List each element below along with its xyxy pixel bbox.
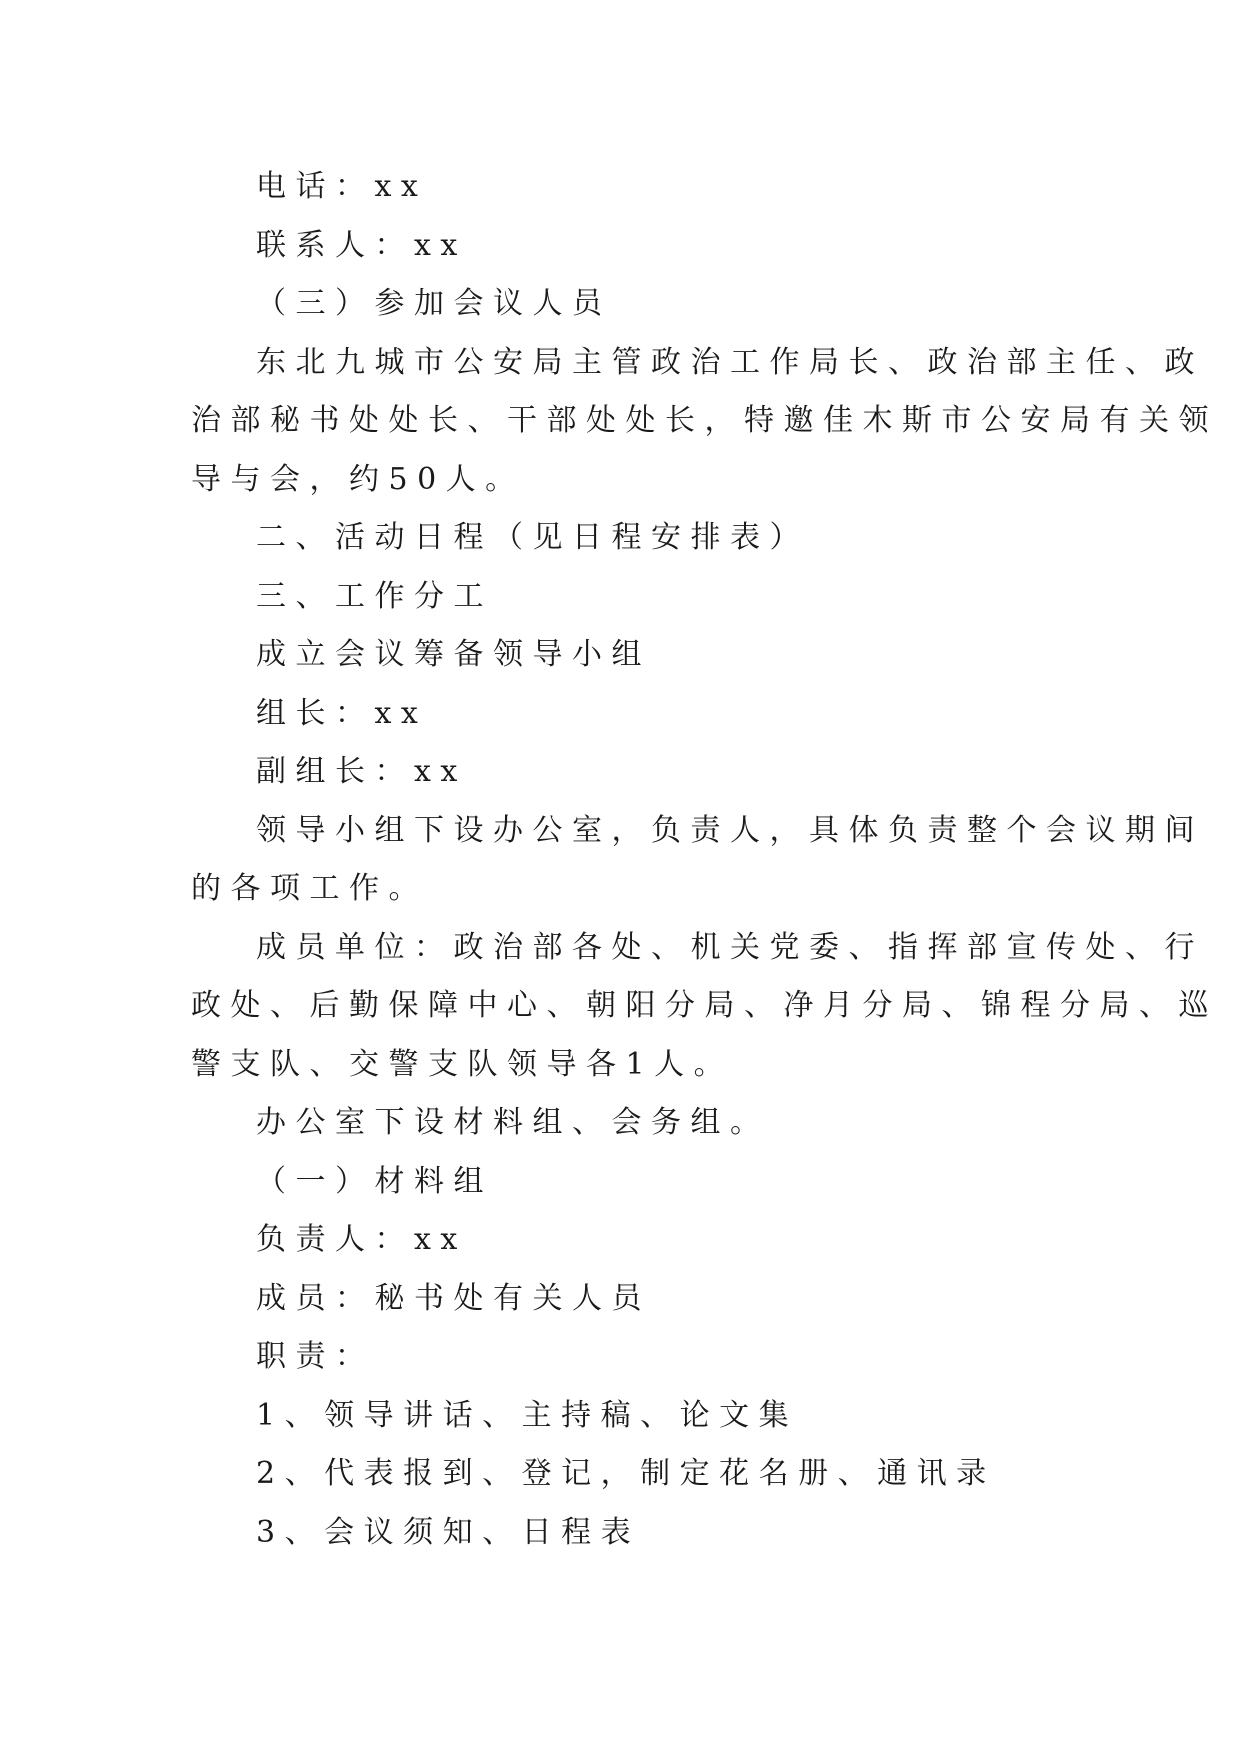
deputy-leader-line: 副组长：xx — [256, 754, 467, 789]
group-leader-line: 组长：xx — [256, 696, 428, 731]
contact-line: 联系人：xx — [256, 228, 467, 263]
office-paragraph-line-1: 领导小组下设办公室，负责人，具体负责整个会议期间 — [256, 813, 1204, 848]
section-division-heading: 三、工作分工 — [256, 579, 493, 614]
office-paragraph-line-2: 的各项工作。 — [191, 871, 428, 906]
section-attendees-heading: （三）参加会议人员 — [256, 286, 612, 321]
materials-members-line: 成员：秘书处有关人员 — [256, 1281, 651, 1316]
member-units-line-2: 政处、后勤保障中心、朝阳分局、净月分局、锦程分局、巡 — [191, 988, 1218, 1023]
attendees-paragraph-line-2: 治部秘书处处长、干部处处长，特邀佳木斯市公安局有关领 — [191, 403, 1218, 438]
leadership-group-line: 成立会议筹备领导小组 — [256, 637, 651, 672]
attendees-paragraph-line-3: 导与会，约50人。 — [191, 462, 525, 497]
attendees-paragraph-line-1: 东北九城市公安局主管政治工作局长、政治部主任、政 — [256, 345, 1204, 380]
phone-line: 电话：xx — [256, 169, 428, 204]
member-units-line-1: 成员单位：政治部各处、机关党委、指挥部宣传处、行 — [256, 930, 1204, 965]
section-schedule-heading: 二、活动日程（见日程安排表） — [256, 520, 809, 555]
materials-group-heading: （一）材料组 — [256, 1164, 493, 1199]
duty-item-1: 1、领导讲话、主持稿、论文集 — [256, 1398, 799, 1433]
office-subgroups-line: 办公室下设材料组、会务组。 — [256, 1105, 770, 1140]
duties-label: 职责： — [256, 1339, 375, 1374]
duty-item-3: 3、会议须知、日程表 — [256, 1515, 641, 1550]
member-units-line-3: 警支队、交警支队领导各1人。 — [191, 1047, 734, 1082]
duty-item-2: 2、代表报到、登记，制定花名册、通讯录 — [256, 1456, 996, 1491]
materials-responsible-line: 负责人：xx — [256, 1222, 467, 1257]
